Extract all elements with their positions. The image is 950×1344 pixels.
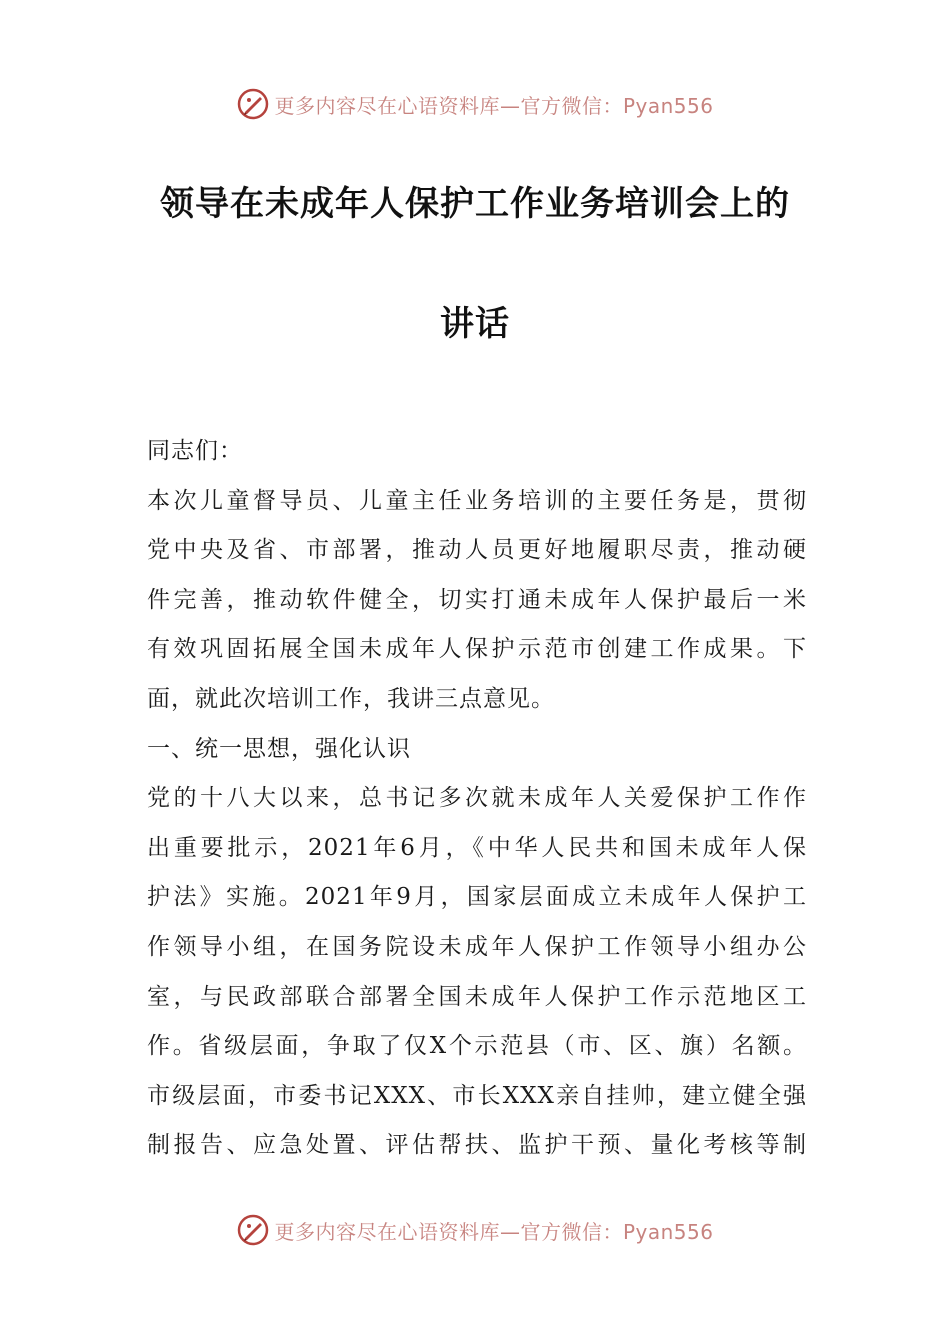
- body-line: 出重要批示，2021年6月，《中华人民共和国未成年人保: [147, 834, 807, 861]
- body-line: 件完善，推动软件健全，切实打通未成年人保护最后一米: [147, 586, 807, 613]
- body-line: 市级层面，市委书记XXX、市长XXX亲自挂帅，建立健全强: [147, 1082, 807, 1109]
- section-heading: 一、统一思想，强化认识: [147, 735, 411, 762]
- watermark-text: 更多内容尽在心语资料库—官方微信：Pyan556: [274, 1219, 714, 1244]
- body-line: 作。省级层面，争取了仅X个示范县（市、区、旗）名额。: [147, 1033, 807, 1060]
- watermark-banner-bottom: [0, 1210, 950, 1250]
- pen-logo-icon: [236, 87, 270, 121]
- document-title-line-2: 讲话: [440, 304, 510, 344]
- watermark-banner-top: [0, 84, 950, 124]
- body-line: 有效巩固拓展全国未成年人保护示范市创建工作成果。下: [147, 636, 807, 663]
- pen-logo-icon: [236, 1213, 270, 1247]
- body-line: 制报告、应急处置、评估帮扶、监护干预、量化考核等制: [147, 1132, 807, 1159]
- body-line: 作领导小组，在国务院设未成年人保护工作领导小组办公: [147, 933, 807, 960]
- watermark-text: 更多内容尽在心语资料库—官方微信：Pyan556: [274, 93, 714, 118]
- body-line: 党的十八大以来，总书记多次就未成年人关爱保护工作作: [147, 785, 807, 812]
- body-line: 室，与民政部联合部署全国未成年人保护工作示范地区工: [147, 983, 807, 1010]
- document-body: [147, 427, 807, 1171]
- document-title-line-1: 领导在未成年人保护工作业务培训会上的: [160, 184, 790, 224]
- body-line: 本次儿童督导员、儿童主任业务培训的主要任务是，贯彻: [147, 487, 807, 514]
- body-line: 护法》实施。2021年9月，国家层面成立未成年人保护工: [147, 884, 807, 911]
- salutation: 同志们：: [147, 438, 243, 464]
- body-line: 面，就此次培训工作，我讲三点意见。: [147, 685, 555, 712]
- body-line: 党中央及省、市部署，推动人员更好地履职尽责，推动硬: [147, 537, 807, 564]
